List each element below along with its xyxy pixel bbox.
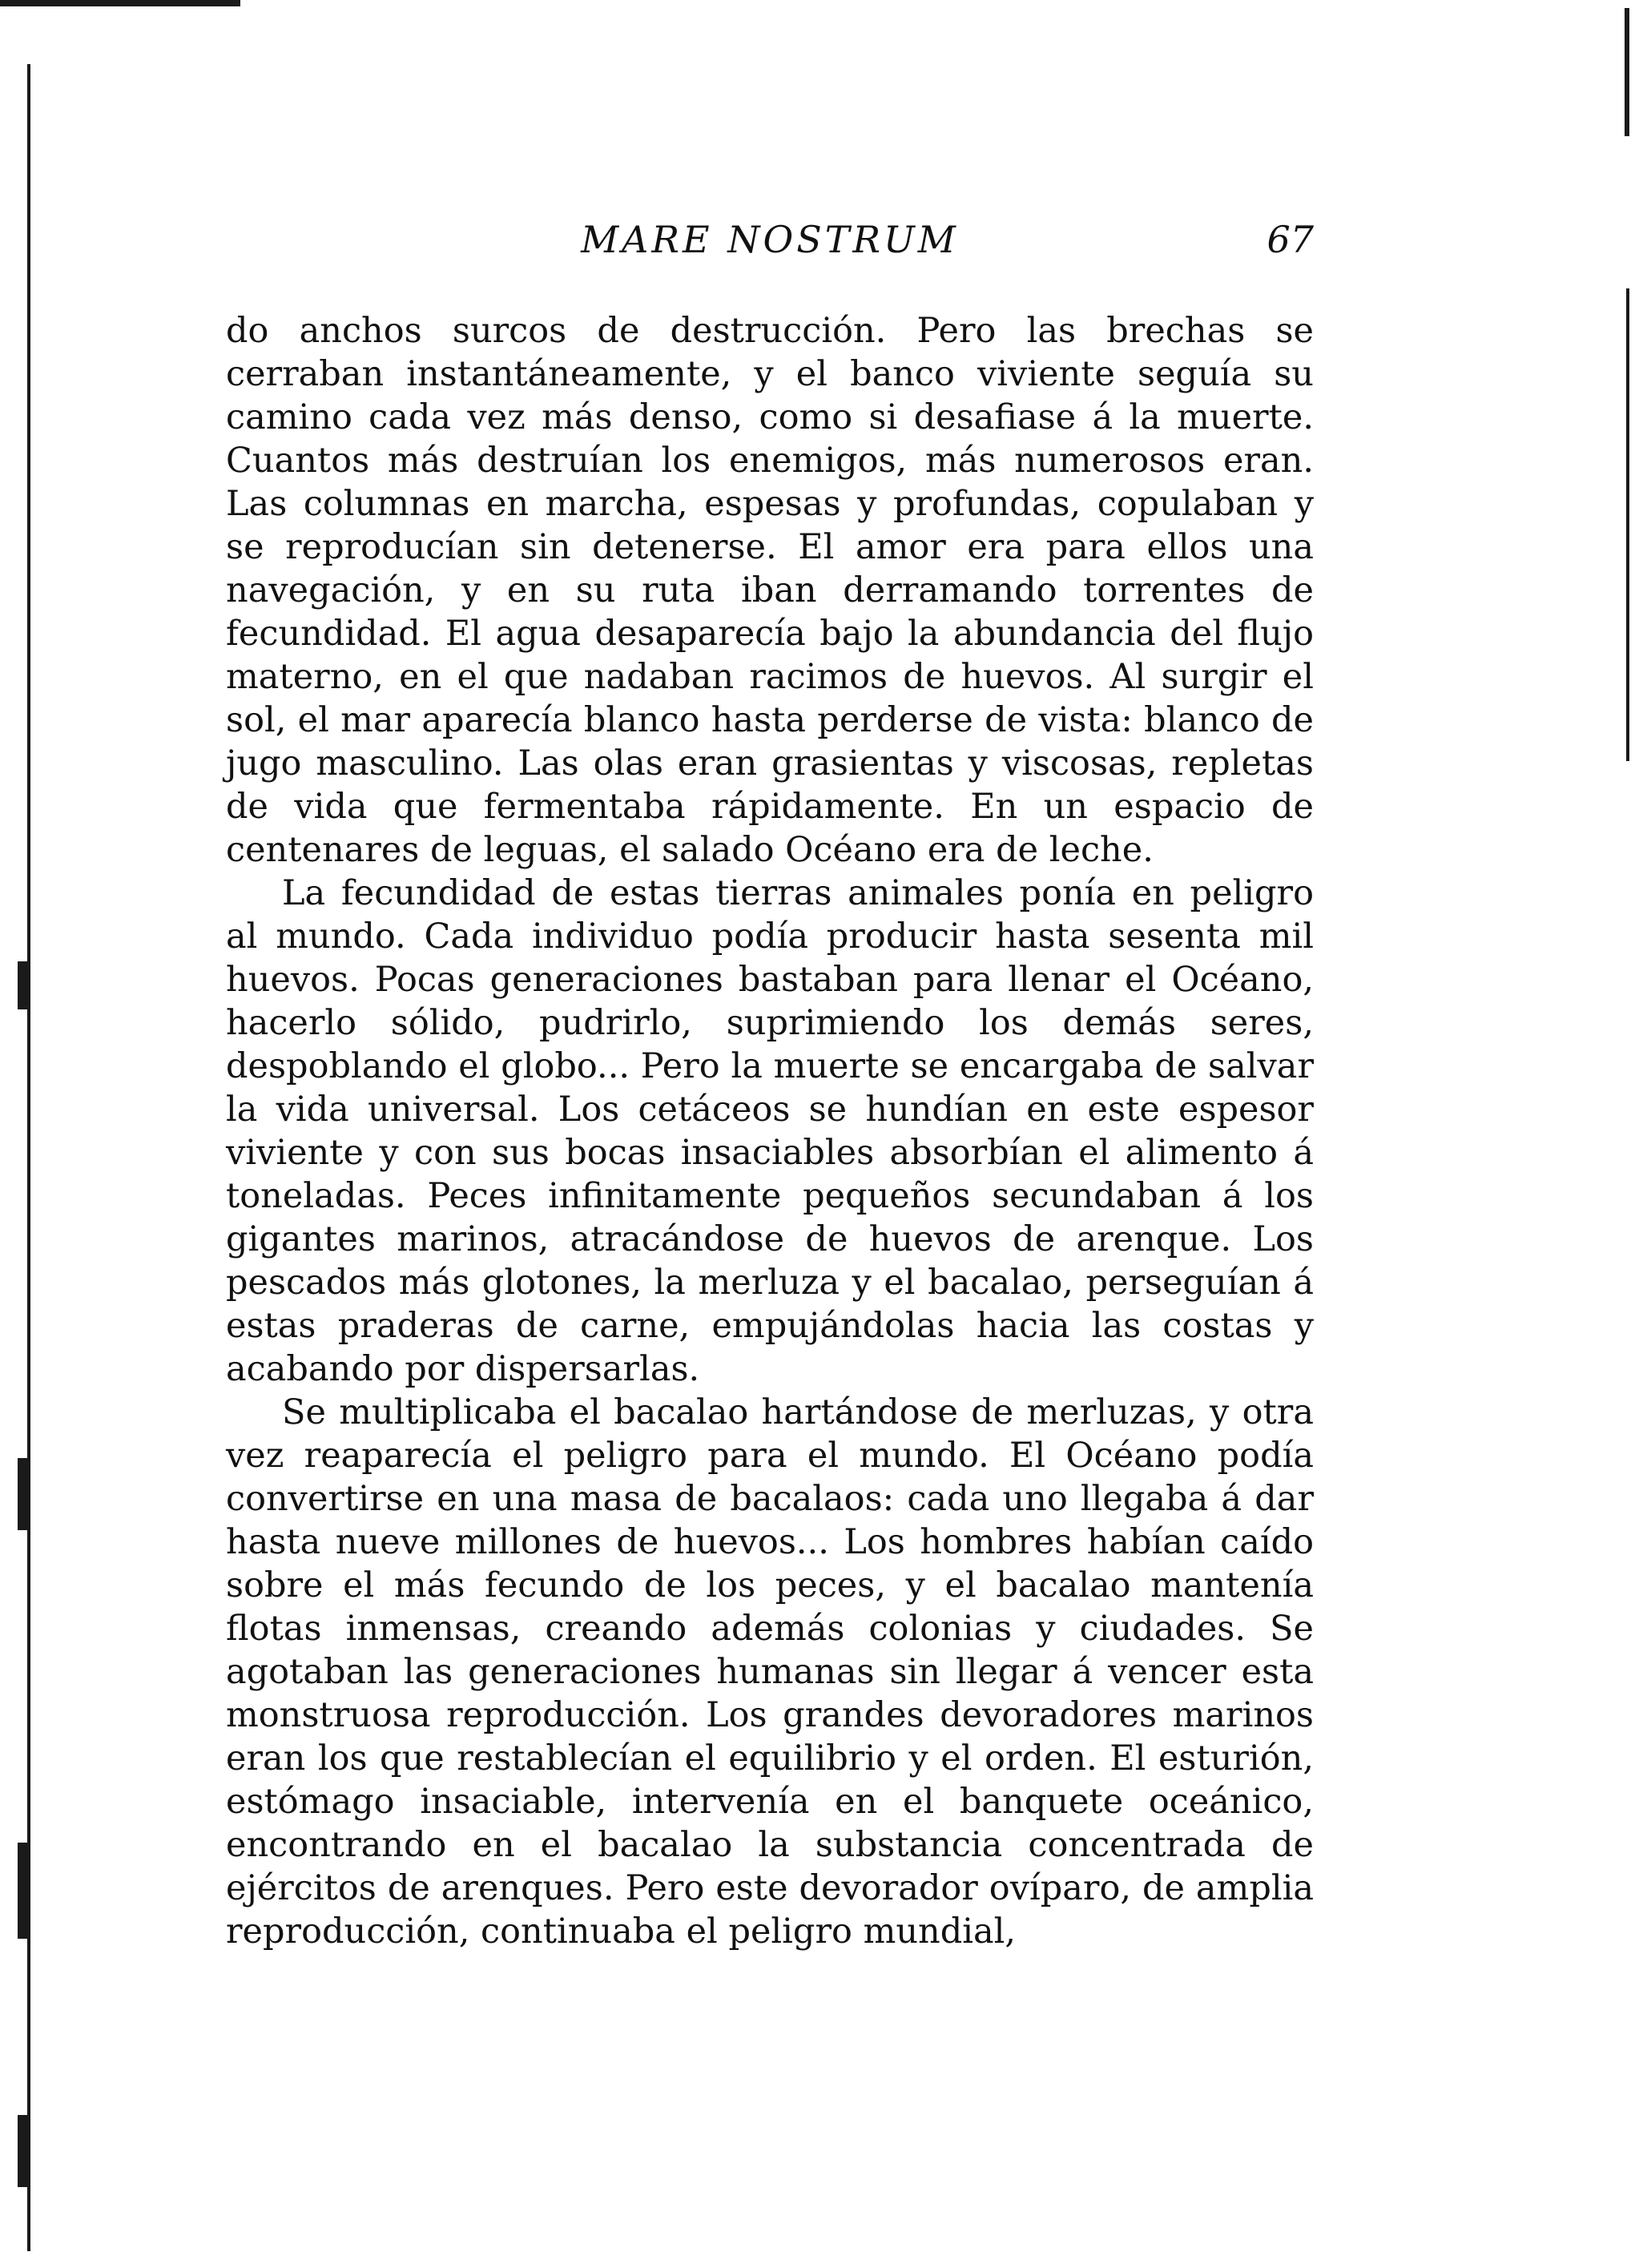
book-page bbox=[226, 218, 1314, 1953]
scan-edge-mark bbox=[18, 1843, 27, 1939]
page-header bbox=[226, 218, 1314, 274]
running-title: MARE NOSTRUM bbox=[581, 218, 959, 261]
body-text bbox=[226, 309, 1314, 1953]
scan-edge-top bbox=[0, 0, 240, 6]
paragraph: Se multiplicaba el bacalao hartándose de merluzas, y otra vez reaparecía el peligro para el mundo. El Océano podía convertirse en una masa de bacalaos: cada uno llegaba á dar hasta nueve millones de huevos... Los hombres habían caído sobre el más fecundo de los peces, y el bacalao mantenía flotas inmensas, creando además colonias y ciudades. Se agotaban las generaciones humanas sin llegar á vencer esta monstruosa reproducción. Los grandes devoradores marinos eran los que restablecían el equilibrio y el orden. El esturión, estómago insaciable, intervenía en el banquete oceánico, encontrando en el bacalao la substancia concentrada de ejércitos de arenques. Pero este devorador ovíparo, de amplia reproducción, continuaba el peligro mundial, bbox=[226, 1392, 1314, 1952]
page-number: 67 bbox=[1266, 218, 1314, 261]
scan-edge-left bbox=[27, 64, 30, 2251]
scan-edge-mark bbox=[18, 2115, 27, 2187]
scan-edge-right bbox=[1626, 288, 1629, 761]
scan-edge-mark bbox=[18, 1458, 27, 1530]
scan-edge-right bbox=[1625, 8, 1629, 136]
paragraph: La fecundidad de estas tierras animales ponía en peligro al mundo. Cada individuo podía producir hasta sesenta mil huevos. Pocas generaciones bastaban para llenar el Océano, hacerlo sólido, pudrirlo, suprimiendo los demás seres, despoblando el globo... Pero la muerte se encargaba de salvar la vida universal. Los cetáceos se hundían en este espesor viviente y con sus bocas insaciables absorbían el alimento á toneladas. Peces infinitamente pequeños secundaban á los gigantes marinos, atracándose de huevos de arenque. Los pescados más glotones, la merluza y el bacalao, perseguían á estas praderas de carne, empujándolas hacia las costas y acabando por dispersarlas. bbox=[226, 873, 1314, 1389]
paragraph: do anchos surcos de destrucción. Pero las brechas se cerraban instantáneamente, y el banco viviente seguía su camino cada vez más denso, como si desafiase á la muerte. Cuantos más destruían los enemigos, más numerosos eran. Las columnas en marcha, espesas y profundas, copulaban y se reproducían sin detenerse. El amor era para ellos una navegación, y en su ruta iban derramando torrentes de fecundidad. El agua desaparecía bajo la abundancia del flujo materno, en el que nadaban racimos de huevos. Al surgir el sol, el mar aparecía blanco hasta perderse de vista: blanco de jugo masculino. Las olas eran grasientas y viscosas, repletas de vida que fermentaba rápidamente. En un espacio de centenares de leguas, el salado Océano era de leche. bbox=[226, 311, 1314, 870]
scan-edge-mark bbox=[18, 961, 27, 1009]
